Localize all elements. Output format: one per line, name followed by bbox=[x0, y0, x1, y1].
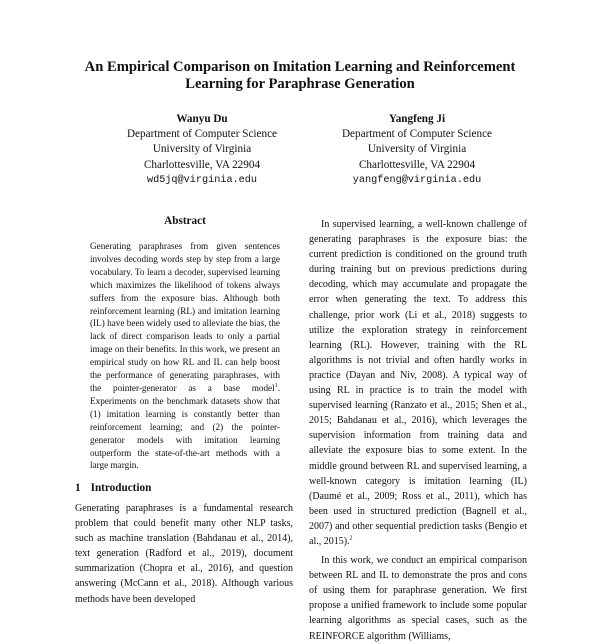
footnote-mark: 2 bbox=[349, 535, 353, 542]
author-email: yangfeng@virginia.edu bbox=[352, 174, 482, 186]
author-name: Wanyu Du bbox=[176, 113, 228, 125]
right-column-body bbox=[309, 217, 527, 644]
author-university: University of Virginia bbox=[152, 143, 252, 156]
body-paragraph: In this work, we conduct an empirical comparison between RL and IL to demonstrate the pros and cons of using them for paraphrase generation. We first propose a unified framework to include some popular learning algorithms as special cases, such as the REINFORCE algorithm (Williams, bbox=[309, 555, 527, 642]
section-title: Introduction bbox=[90, 482, 152, 494]
author-block-1 bbox=[77, 112, 327, 188]
abstract-body-cont: . Experiments on the benchmark datasets show that (1) imitation learning is constantly better than reinforcement learning; and (2) the pointer-generator models with imitation learning outperform the state-of-the-art methods with a large margin. bbox=[90, 382, 280, 471]
section-heading bbox=[75, 482, 151, 494]
body-paragraph bbox=[309, 217, 527, 549]
paper-title bbox=[40, 59, 560, 93]
section-number: 1 bbox=[75, 482, 81, 494]
title-line-2: Learning for Paraphrase Generation bbox=[185, 76, 415, 92]
author-university: University of Virginia bbox=[367, 143, 467, 156]
left-column-body bbox=[75, 501, 293, 607]
author-name: Yangfeng Ji bbox=[388, 113, 446, 125]
author-city: Charlottesville, VA 22904 bbox=[143, 158, 261, 171]
author-city: Charlottesville, VA 22904 bbox=[358, 158, 476, 171]
intro-paragraph: Generating paraphrases is a fundamental research problem that could benefit many other NLP tasks, such as machine translation (Bahdanau et al., 2014), text generation (Radford et al., 2019), document summarization (Chopra et al., 2016), and question answering (McCann et al., 2018). Although various methods have been developed bbox=[75, 503, 293, 605]
title-line-1: An Empirical Comparison on Imitation Learning and Reinforcement bbox=[84, 59, 516, 75]
abstract-heading: Abstract bbox=[164, 215, 206, 227]
author-department: Department of Computer Science bbox=[126, 128, 278, 141]
paragraph-text: In supervised learning, a well-known challenge of generating paraphrases is the exposure bias: the current prediction is conditioned on the ground truth during training but on previous predictions during decoding, which may accumulate and propagate the error when generating the text. To address this challenge, prior work (Li et al., 2018) suggests to utilize the exploration strategy in reinforcement learning (RL). However, training with the RL algorithms is not trivial and often hardly works in practice (Dayan and Niv, 2008). A typical way of using RL in practice is to train the model with supervised learning (Ranzato et al., 2015; Shen et al., 2015; Bahdanau et al., 2016), which leverages the supervision information from training data and alleviate the exposure bias to some extent. In the middle ground between RL and supervised learning, a well-known category is imitation learning (IL) (Daumé et al., 2009; Ross et al., 2011), which has been used in structured prediction (Bagnell et al., 2007) and other sequential prediction tasks (Bengio et al., 2015). bbox=[309, 219, 527, 547]
author-email: wd5jq@virginia.edu bbox=[146, 174, 258, 186]
footnote-mark: 1 bbox=[274, 382, 278, 389]
author-block-2 bbox=[292, 112, 542, 188]
author-department: Department of Computer Science bbox=[341, 128, 493, 141]
abstract-body: Generating paraphrases from given sentences involves decoding words step by step from a large vocabulary. To learn a decoder, supervised learning which maximizes the likelihood of tokens always suffers from the exposure bias. Although both reinforcement learning (RL) and imitation learning (IL) have been widely used to alleviate the bias, the lack of direct comparison leads to only a partial image on their benefits. In this work, we present an empirical study on how RL and IL can help boost the performance of generating paraphrases, with the pointer-generator as a base model bbox=[90, 241, 280, 393]
abstract-text bbox=[90, 240, 280, 472]
